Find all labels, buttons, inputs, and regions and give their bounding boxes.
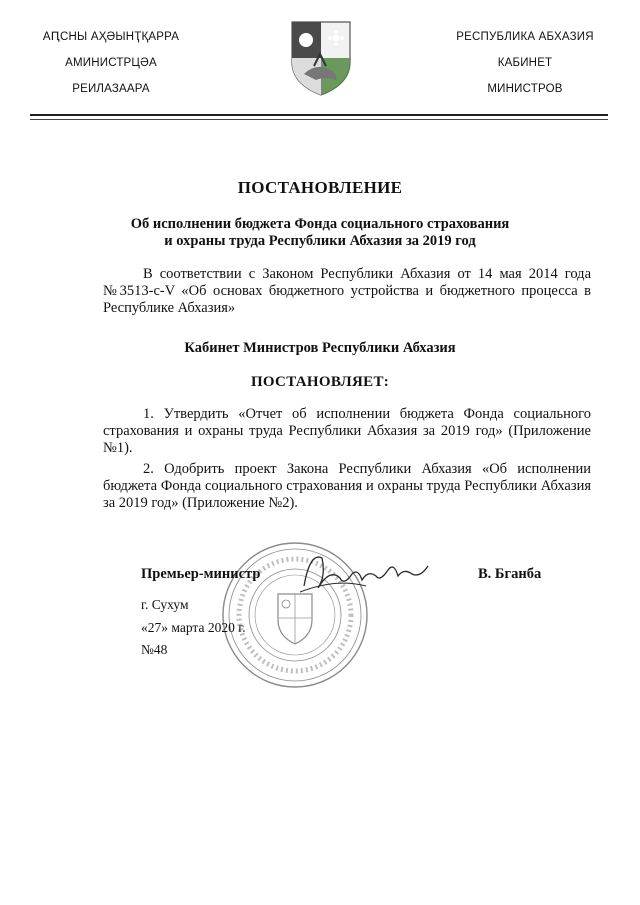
cabinet-heading: Кабинет Министров Республики Абхазия <box>184 340 456 356</box>
decrees-heading: ПОСТАНОВЛЯЕТ: <box>250 374 390 390</box>
header-right-line-3: МИНИСТРОВ <box>487 83 563 95</box>
document-subtitle <box>100 216 540 250</box>
document-title: ПОСТАНОВЛЕНИЕ <box>237 178 403 197</box>
signatory-name: В. Бганба <box>478 566 542 582</box>
header-left-line-2: АМИНИСТРЦӘА <box>65 57 157 69</box>
signatory-role: Премьер-министр <box>141 566 261 582</box>
subtitle-line-1: Об исполнении бюджета Фонда социального страхования <box>130 216 510 232</box>
header-left-line-1: АԤСНЫ АҲӘЫНҬҚАРРА <box>42 31 180 43</box>
issue-date: «27» марта 2020 г. <box>141 620 246 635</box>
header-right-block <box>450 24 600 102</box>
decree-item-2-text: 2. Одобрить проект Закона Республики Абхазия «Об исполнении бюджета Фонда социального страхования и охраны труда Республики Абхазия за 2019 год» (Приложение №2). <box>103 461 591 512</box>
decree-item-1-text: 1. Утвердить «Отчет об исполнении бюджета Фонда социального страхования и охраны труда Республики Абхазия за 2019 год» (Приложение №1). <box>103 406 591 457</box>
issue-city: г. Сухум <box>141 597 189 612</box>
header-right-line-2: КАБИНЕТ <box>497 57 553 69</box>
header-divider-thin <box>30 119 608 120</box>
intro-paragraph <box>103 266 591 318</box>
header-right-line-1: РЕСПУБЛИКА АБХАЗИЯ <box>456 31 594 43</box>
intro-text: В соответствии с Законом Республики Абхазия от 14 мая 2014 года №3513-с-V «Об основах бюджетного устройства и бюджетного процесса в Республике Абхазия» <box>103 266 591 317</box>
handwritten-signature-icon <box>296 548 436 598</box>
document-number: №48 <box>141 642 168 657</box>
subtitle-line-2: и охраны труда Республики Абхазия за 2019 год <box>164 233 476 249</box>
header-left-block <box>36 24 186 102</box>
header-divider-thick <box>30 114 608 116</box>
decree-item-1 <box>103 406 591 458</box>
header-left-line-3: РЕИЛАЗААРА <box>72 83 150 95</box>
decree-item-2 <box>103 461 591 513</box>
coat-of-arms-icon <box>286 18 356 98</box>
